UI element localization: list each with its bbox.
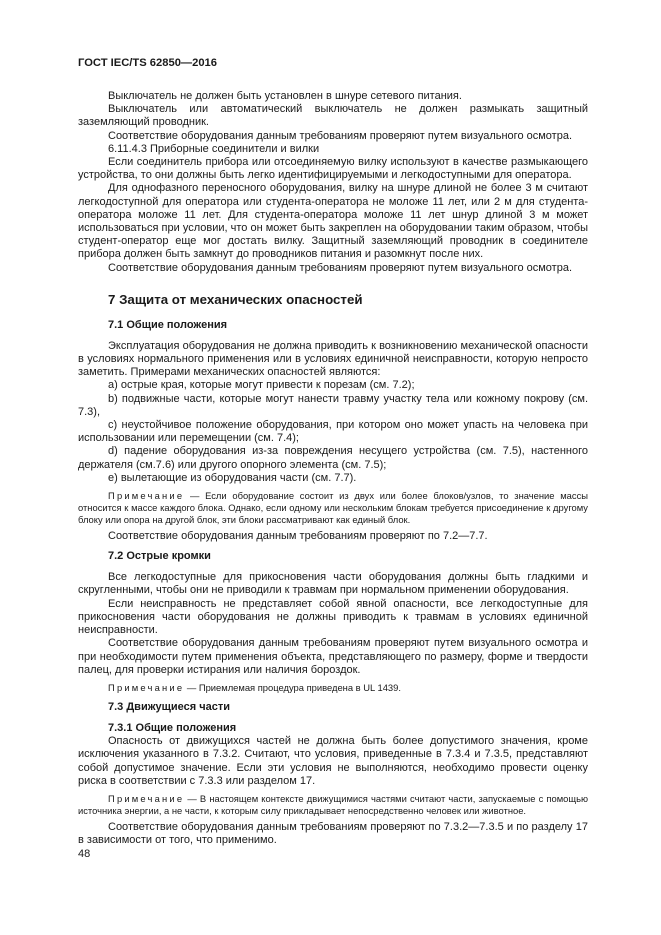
paragraph: Если соединитель прибора или отсоединяемую вилку используют в качестве размыкающего устройства, то они должны быть легко идентифицируемыми и легкодоступными для оператора.: [78, 156, 588, 182]
list-item: a) острые края, которые могут привести к порезам (см. 7.2);: [108, 379, 415, 392]
paragraph: Все легкодоступные для прикосновения части оборудования должны быть гладкими и скругленными, чтобы они не приводили к травмам при нормальном применении оборудования.: [78, 571, 588, 597]
note: [78, 682, 588, 694]
paragraph: Соответствие оборудования данным требованиям проверяют путем визуального осмотра и при необходимости путем применения объекта, представляющего по размеру, форме и твердости палец, для проверки истирания или наличия бороздок.: [78, 637, 588, 676]
section-heading-7-3-1: 7.3.1 Общие положения: [108, 721, 237, 734]
section-heading-7-2: 7.2 Острые кромки: [108, 550, 211, 563]
paragraph: Для однофазного переносного оборудования, вилку на шнуре длиной не более 3 м считают легкодоступной для оператора или студента-оператора не моложе 11 лет, или 2 м для студента-оператора моложе 11 лет. Для студента-оператора моложе 11 лет шнур длиной 3 м может использоваться при условии, что он может быть закреплен на оборудовании таким образом, чтобы студент-оператор еще мог достать вилку. Защитный заземляющий проводник в соединителе прибора должен быть замкнут до проводников питания и разомкнут после них.: [78, 182, 588, 261]
paragraph: Соответствие оборудования данным требованиям проверяют путем визуального осмотра.: [108, 261, 573, 274]
note-label: Примечание: [108, 792, 185, 804]
paragraph: Опасность от движущихся частей не должна быть более допустимого значения, кроме исключения указанного в 7.3.2. Считают, что условия, приведенные в 7.3.4 и 7.3.5, представляют собой допустимое значение. Если эти условия не выполняются, необходимо провести оценку риска в соответствии с 7.3.3 или разделом 17.: [78, 735, 588, 787]
note-label: Примечание: [108, 681, 185, 693]
section-heading-7-1: 7.1 Общие положения: [108, 318, 228, 331]
page-content: [78, 90, 588, 847]
paragraph: Соответствие оборудования данным требованиям проверяют по 7.2—7.7.: [108, 530, 488, 543]
note-text: — Если оборудование состоит из двух или более блоков/узлов, то значение массы относится к массе каждого блока. Однако, если одному или нескольким блокам требуется присоединение к другому блоку или опора на другой блок, эти блоки рассматривают как единый блок.: [78, 490, 588, 526]
note-text: — В настоящем контексте движущимися частями считают части, запускаемые с помощью источника энергии, а не части, к которым силу прикладывает непосредственно человек или животное.: [78, 792, 588, 816]
list-item: d) падение оборудования из-за повреждения несущего устройства (см. 7.5), настенного держателя (см.7.6) или другого опорного элемента (см. 7.5);: [78, 445, 588, 471]
note: [78, 490, 588, 526]
paragraph: Выключатель или автоматический выключатель не должен размыкать защитный заземляющий проводник.: [78, 103, 588, 129]
document-header: ГОСТ IEC/TS 62850—2016: [78, 57, 217, 69]
paragraph: Соответствие оборудования данным требованиям проверяют путем визуального осмотра.: [108, 129, 573, 142]
list-item: e) вылетающие из оборудования части (см. 7.7).: [108, 471, 357, 484]
paragraph: Если неисправность не представляет собой явной опасности, все легкодоступные для прикосновения части оборудования не должны приводить к травмам в условиях единичной неисправности.: [78, 597, 588, 637]
paragraph: Эксплуатация оборудования не должна приводить к возникновению механической опасности в условиях нормального применения или в условиях единичной неисправности, которую непросто заметить. Примерами механических опасностей являются:: [78, 339, 588, 379]
paragraph: Соответствие оборудования данным требованиям проверяют по 7.3.2—7.3.5 и по разделу 17 в зависимости от того, что применимо.: [78, 820, 588, 847]
note: [78, 793, 588, 817]
list-item: b) подвижные части, которые могут нанести травму участку тела или кожному покрову (см. 7.3),: [78, 392, 588, 418]
note-label: Примечание: [108, 490, 185, 502]
list-item: c) неустойчивое положение оборудования, при котором оно может упасть на человека при использовании или перемещении (см. 7.4);: [78, 419, 588, 445]
page-number: 48: [78, 848, 91, 860]
paragraph: Выключатель не должен быть установлен в шнуре сетевого питания.: [108, 90, 462, 102]
subsection-heading-6-11-4-3: 6.11.4.3 Приборные соединители и вилки: [108, 142, 320, 155]
section-heading-7-3: 7.3 Движущиеся части: [108, 700, 231, 713]
section-heading-7: 7 Защита от механических опасностей: [108, 291, 363, 307]
note-text: — Приемлемая процедура приведена в UL 1439.: [184, 681, 401, 693]
